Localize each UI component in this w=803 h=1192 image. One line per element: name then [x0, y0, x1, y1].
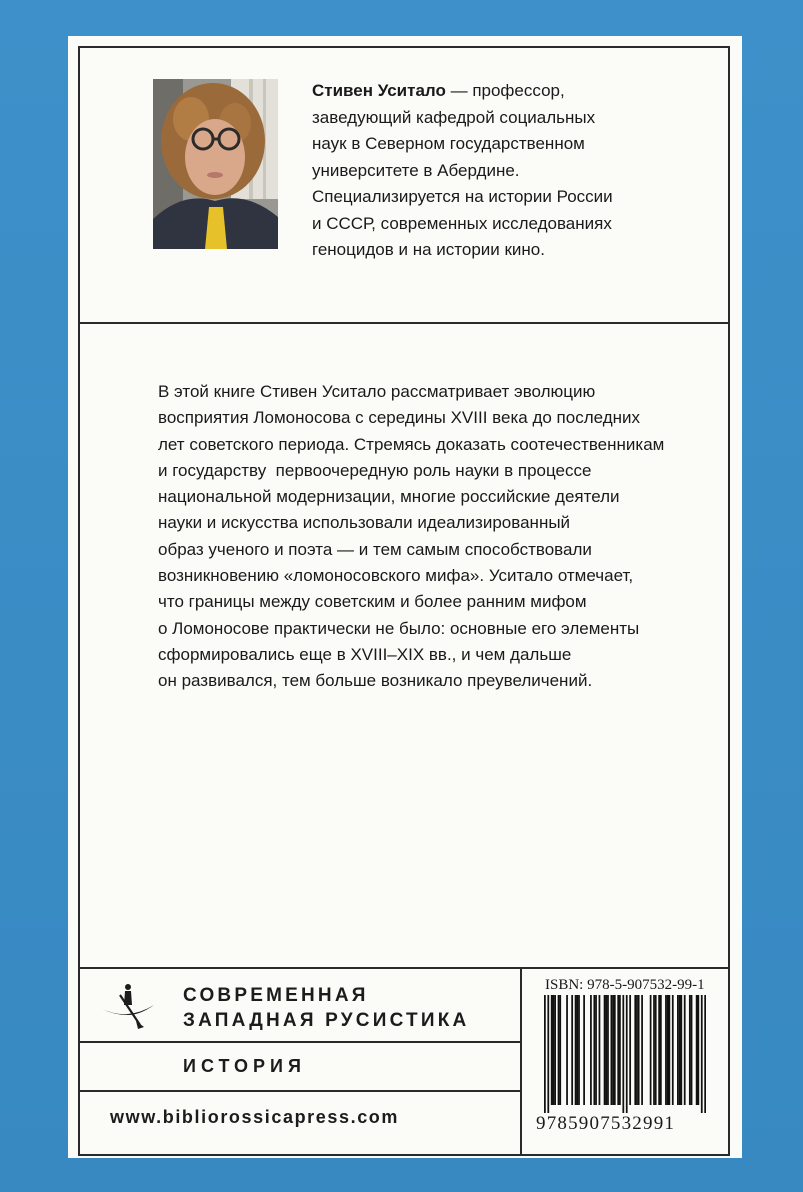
barcode-bar: [679, 995, 681, 1105]
author-name: Стивен Уситало: [312, 81, 446, 100]
barcode-bar: [551, 995, 553, 1105]
desc-line: В этой книге Стивен Уситало рассматривает эволюцию: [158, 382, 596, 401]
bio-line-5: Специализируется на истории России: [312, 187, 613, 206]
barcode-bar: [617, 995, 619, 1105]
bio-line-6: и СССР, современных исследованиях: [312, 213, 612, 233]
isbn-barcode: [544, 995, 706, 1113]
divider-category: [78, 1090, 522, 1092]
barcode-bar: [680, 995, 682, 1105]
author-photo: [153, 79, 278, 249]
barcode-bar: [655, 995, 657, 1105]
barcode-bar: [571, 995, 573, 1105]
barcode-bar: [559, 995, 561, 1105]
barcode-bar: [619, 995, 621, 1105]
bio-line-7: геноцидов и на истории кино.: [312, 240, 545, 259]
barcode-bar: [641, 995, 643, 1105]
barcode-bar: [590, 995, 592, 1105]
author-bio: [312, 78, 672, 264]
barcode-bar: [697, 995, 699, 1105]
barcode-bar: [553, 995, 555, 1105]
bio-line-3: наук в Северном государственном: [312, 134, 585, 153]
barcode-bar: [599, 995, 601, 1105]
barcode-bar: [547, 995, 549, 1113]
barcode-bar: [566, 995, 568, 1105]
desc-line: и государству первоочередную роль науки в процессе: [158, 460, 592, 480]
divider-bio: [78, 322, 730, 324]
divider-series-top: [78, 967, 730, 969]
barcode-bar: [614, 995, 616, 1105]
barcode-bar: [704, 995, 706, 1113]
publisher-website: www.bibliorossicapress.com: [110, 1107, 400, 1127]
desc-line: он развивался, тем больше возникало преувеличений.: [158, 671, 593, 691]
barcode-bar: [558, 995, 560, 1105]
boat-rower-icon: [100, 981, 156, 1031]
barcode-bar: [653, 995, 655, 1105]
desc-line: сформировались еще в XVIII–XIX вв., и чем дальше: [158, 644, 572, 664]
desc-line: что границы между советским и более ранним мифом: [158, 592, 587, 612]
book-description: [158, 379, 678, 695]
barcode-bar: [677, 995, 679, 1105]
barcode-bar: [578, 995, 580, 1105]
barcode-bar: [668, 995, 670, 1105]
barcode-bar: [696, 995, 698, 1105]
bio-line-4: университете в Абердине.: [312, 160, 520, 180]
desc-line: лет советского периода. Стремясь доказать соотечественникам: [158, 434, 665, 454]
desc-line: восприятия Ломоносова с середины XVIII века до последних: [158, 408, 641, 428]
barcode-bar: [689, 995, 691, 1105]
barcode-bar: [576, 995, 578, 1105]
barcode-bar: [672, 995, 674, 1105]
barcode-bar: [701, 995, 703, 1113]
barcode-bar: [595, 995, 597, 1105]
desc-line: национальной модернизации, многие российские деятели: [158, 487, 620, 507]
barcode-bar: [593, 995, 595, 1105]
desc-line: о Ломоносове практически не было: основные его элементы: [158, 618, 640, 638]
desc-line: образ ученого и поэта — и тем самым способствовали: [158, 539, 592, 559]
barcode-bar: [629, 995, 631, 1105]
barcode-digits: 9785907532991: [536, 1113, 676, 1134]
barcode-bar: [634, 995, 636, 1105]
series-title: [183, 983, 469, 1033]
barcode-bar: [667, 995, 669, 1105]
isbn-label: ISBN: 978-5-907532-99-1: [545, 977, 705, 993]
barcode-bar: [605, 995, 607, 1105]
barcode-bar: [611, 995, 613, 1105]
barcode-bar: [665, 995, 667, 1105]
series-title-line-1: СОВРЕМЕННАЯ: [183, 985, 369, 1006]
barcode-bar: [612, 995, 614, 1105]
desc-line: возникновению «ломоносовского мифа». Уситало отмечает,: [158, 566, 634, 586]
bio-line-2: заведующий кафедрой социальных: [312, 107, 596, 127]
barcode-bar: [691, 995, 693, 1105]
barcode-bar: [626, 995, 628, 1113]
barcode-bar: [622, 995, 624, 1113]
desc-line: науки и искусства использовали идеализированный: [158, 513, 571, 533]
barcode-bar: [638, 995, 640, 1105]
barcode-bar: [636, 995, 638, 1105]
barcode-bar: [650, 995, 652, 1105]
divider-series-mid: [78, 1041, 522, 1043]
barcode-bar: [607, 995, 609, 1105]
barcode-bar: [544, 995, 546, 1113]
bio-line-1: — профессор,: [445, 81, 565, 100]
barcode-bar: [658, 995, 660, 1105]
series-title-line-2: ЗАПАДНАЯ РУСИСТИКА: [183, 1010, 470, 1031]
barcode-bar: [684, 995, 686, 1105]
barcode-bar: [554, 995, 556, 1105]
category-label: ИСТОРИЯ: [183, 1056, 306, 1076]
divider-isbn: [520, 967, 522, 1156]
barcode-bar: [575, 995, 577, 1105]
barcode-bar: [660, 995, 662, 1105]
barcode-bar: [604, 995, 606, 1105]
barcode-bar: [583, 995, 585, 1105]
